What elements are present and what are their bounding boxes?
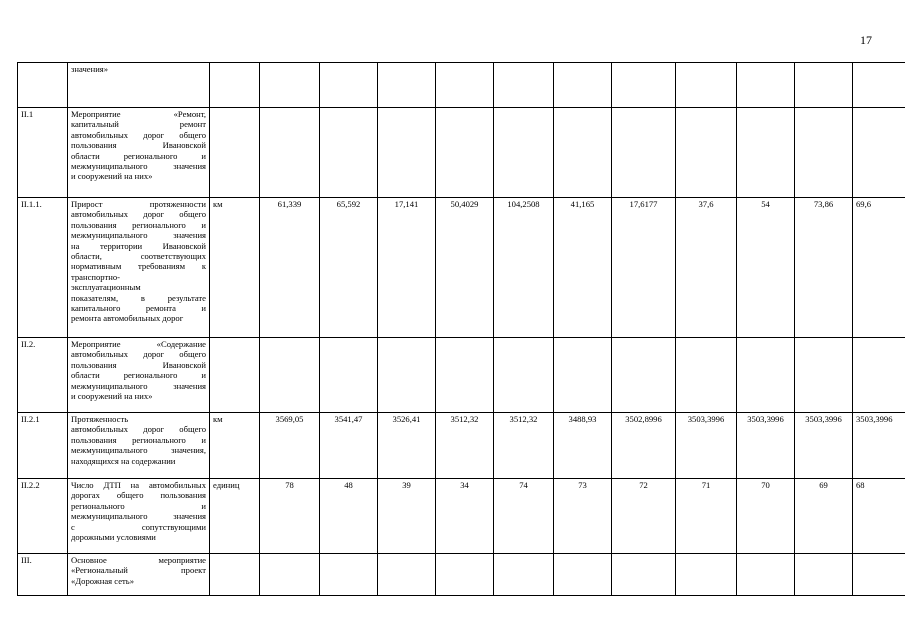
value-cell xyxy=(737,338,795,413)
value-cell xyxy=(436,63,494,108)
value-cell: 50,4029 xyxy=(436,198,494,338)
value-cell xyxy=(612,108,676,198)
value-cell xyxy=(853,108,905,198)
value-cell xyxy=(320,554,378,596)
value-cell xyxy=(676,554,737,596)
description-line: области регионального и xyxy=(71,150,206,161)
value-cell: 3512,32 xyxy=(436,413,494,479)
value-cell xyxy=(676,63,737,108)
value-cell xyxy=(436,108,494,198)
value-cell xyxy=(554,338,612,413)
row-code: II.1 xyxy=(18,108,68,198)
description-line: ремонта автомобильных дорог xyxy=(71,313,184,324)
description-line: Число ДТП на автомобильных xyxy=(71,480,206,490)
description-line: автомобильных дорог общего xyxy=(71,349,206,360)
description-line: автомобильных дорог общего xyxy=(71,129,206,140)
value-cell: 68 xyxy=(853,479,905,554)
value-cell xyxy=(260,63,320,108)
value-cell xyxy=(612,554,676,596)
value-cell: 69 xyxy=(795,479,853,554)
value-cell: 34 xyxy=(436,479,494,554)
description-line: Протяженность xyxy=(71,414,129,424)
row-unit xyxy=(210,63,260,108)
value-cell: 3541,47 xyxy=(320,413,378,479)
value-cell: 17,141 xyxy=(378,198,436,338)
value-cell xyxy=(676,108,737,198)
value-cell xyxy=(612,63,676,108)
value-cell: 3569,05 xyxy=(260,413,320,479)
row-description xyxy=(68,63,210,108)
row-code: III. xyxy=(18,554,68,596)
description-line: значения» xyxy=(71,64,109,74)
description-line: дорогах общего пользования xyxy=(71,490,206,501)
value-cell: 74 xyxy=(494,479,554,554)
row-code: II.2.2 xyxy=(18,479,68,554)
description-line: области, соответствующих xyxy=(71,251,206,262)
value-cell xyxy=(737,554,795,596)
value-cell xyxy=(554,63,612,108)
value-cell xyxy=(494,108,554,198)
value-cell: 72 xyxy=(612,479,676,554)
description-line: пользования регионального и xyxy=(71,434,206,445)
row-code: II.2.1 xyxy=(18,413,68,479)
value-cell: 54 xyxy=(737,198,795,338)
description-line: пользования Ивановской xyxy=(71,140,206,151)
value-cell: 3503,3996 xyxy=(853,413,905,479)
value-cell xyxy=(378,554,436,596)
value-cell: 48 xyxy=(320,479,378,554)
description-line: автомобильных дорог общего xyxy=(71,209,206,220)
value-cell: 73,86 xyxy=(795,198,853,338)
value-cell: 104,2508 xyxy=(494,198,554,338)
description-line: и сооружений на них» xyxy=(71,391,153,402)
table-row xyxy=(18,479,905,554)
description-line: межмуниципального значения xyxy=(71,230,206,241)
row-description xyxy=(68,554,210,596)
value-cell: 3526,41 xyxy=(378,413,436,479)
value-cell: 3503,3996 xyxy=(737,413,795,479)
value-cell xyxy=(554,108,612,198)
value-cell xyxy=(795,338,853,413)
value-cell xyxy=(853,338,905,413)
value-cell xyxy=(320,108,378,198)
description-line: пользования Ивановской xyxy=(71,359,206,370)
page-number: 17 xyxy=(860,33,872,47)
value-cell xyxy=(612,338,676,413)
row-code: II.1.1. xyxy=(18,198,68,338)
table-row xyxy=(18,554,905,596)
value-cell: 73 xyxy=(554,479,612,554)
value-cell xyxy=(260,108,320,198)
value-cell xyxy=(676,338,737,413)
value-cell xyxy=(260,554,320,596)
table-row xyxy=(18,198,905,338)
value-cell xyxy=(494,554,554,596)
value-cell xyxy=(378,63,436,108)
description-line: «Дорожная сеть» xyxy=(71,575,134,586)
description-line: нормативным требованиям к xyxy=(71,261,206,272)
row-unit xyxy=(210,554,260,596)
value-cell xyxy=(554,554,612,596)
row-unit: км xyxy=(210,198,260,338)
value-cell: 3512,32 xyxy=(494,413,554,479)
value-cell: 41,165 xyxy=(554,198,612,338)
description-line: находящихся на содержании xyxy=(71,455,176,466)
value-cell xyxy=(853,63,905,108)
description-line: с сопутствующими xyxy=(71,521,206,532)
description-line: на территории Ивановской xyxy=(71,240,206,251)
value-cell: 65,592 xyxy=(320,198,378,338)
value-cell: 39 xyxy=(378,479,436,554)
row-unit: единиц xyxy=(210,479,260,554)
value-cell xyxy=(494,338,554,413)
value-cell xyxy=(737,63,795,108)
description-line: межмуниципального значения, xyxy=(71,445,206,456)
row-description xyxy=(68,338,210,413)
value-cell xyxy=(795,108,853,198)
table-row xyxy=(18,108,905,198)
value-cell xyxy=(260,338,320,413)
table-row xyxy=(18,63,905,108)
value-cell: 78 xyxy=(260,479,320,554)
value-cell: 37,6 xyxy=(676,198,737,338)
row-description xyxy=(68,413,210,479)
description-line: Мероприятие «Содержание xyxy=(71,339,206,349)
value-cell: 3488,93 xyxy=(554,413,612,479)
indicators-table xyxy=(17,62,905,596)
row-unit xyxy=(210,108,260,198)
table-row xyxy=(18,338,905,413)
value-cell xyxy=(320,338,378,413)
row-description xyxy=(68,108,210,198)
value-cell: 61,339 xyxy=(260,198,320,338)
description-line: Прирост протяженности xyxy=(71,199,206,209)
description-line: межмуниципального значения xyxy=(71,380,206,391)
description-line: регионального и xyxy=(71,500,206,511)
description-line: капитальный ремонт xyxy=(71,119,206,130)
value-cell xyxy=(795,63,853,108)
row-code xyxy=(18,63,68,108)
description-line: и сооружений на них» xyxy=(71,171,153,182)
value-cell: 3503,3996 xyxy=(795,413,853,479)
description-line: дорожными условиями xyxy=(71,532,156,543)
value-cell xyxy=(378,108,436,198)
value-cell: 3502,8996 xyxy=(612,413,676,479)
row-code: II.2. xyxy=(18,338,68,413)
value-cell xyxy=(378,338,436,413)
row-unit xyxy=(210,338,260,413)
description-line: области регионального и xyxy=(71,370,206,381)
value-cell xyxy=(320,63,378,108)
value-cell: 71 xyxy=(676,479,737,554)
value-cell xyxy=(795,554,853,596)
value-cell xyxy=(436,554,494,596)
table-body xyxy=(18,63,905,596)
description-line: пользования регионального и xyxy=(71,219,206,230)
value-cell xyxy=(853,554,905,596)
value-cell xyxy=(494,63,554,108)
value-cell: 3503,3996 xyxy=(676,413,737,479)
description-line: эксплуатационным xyxy=(71,282,141,293)
description-line: капитального ремонта и xyxy=(71,303,206,314)
value-cell xyxy=(436,338,494,413)
description-line: Основное мероприятие xyxy=(71,555,206,565)
description-line: межмуниципального значения xyxy=(71,161,206,172)
value-cell xyxy=(737,108,795,198)
value-cell: 69,6 xyxy=(853,198,905,338)
description-line: показателям, в результате xyxy=(71,292,206,303)
description-line: транспортно- xyxy=(71,271,120,282)
value-cell: 70 xyxy=(737,479,795,554)
row-description xyxy=(68,198,210,338)
description-line: «Региональный проект xyxy=(71,565,206,576)
description-line: Мероприятие «Ремонт, xyxy=(71,109,206,119)
value-cell: 17,6177 xyxy=(612,198,676,338)
table-row xyxy=(18,413,905,479)
description-line: автомобильных дорог общего xyxy=(71,424,206,435)
row-unit: км xyxy=(210,413,260,479)
row-description xyxy=(68,479,210,554)
description-line: межмуниципального значения xyxy=(71,511,206,522)
